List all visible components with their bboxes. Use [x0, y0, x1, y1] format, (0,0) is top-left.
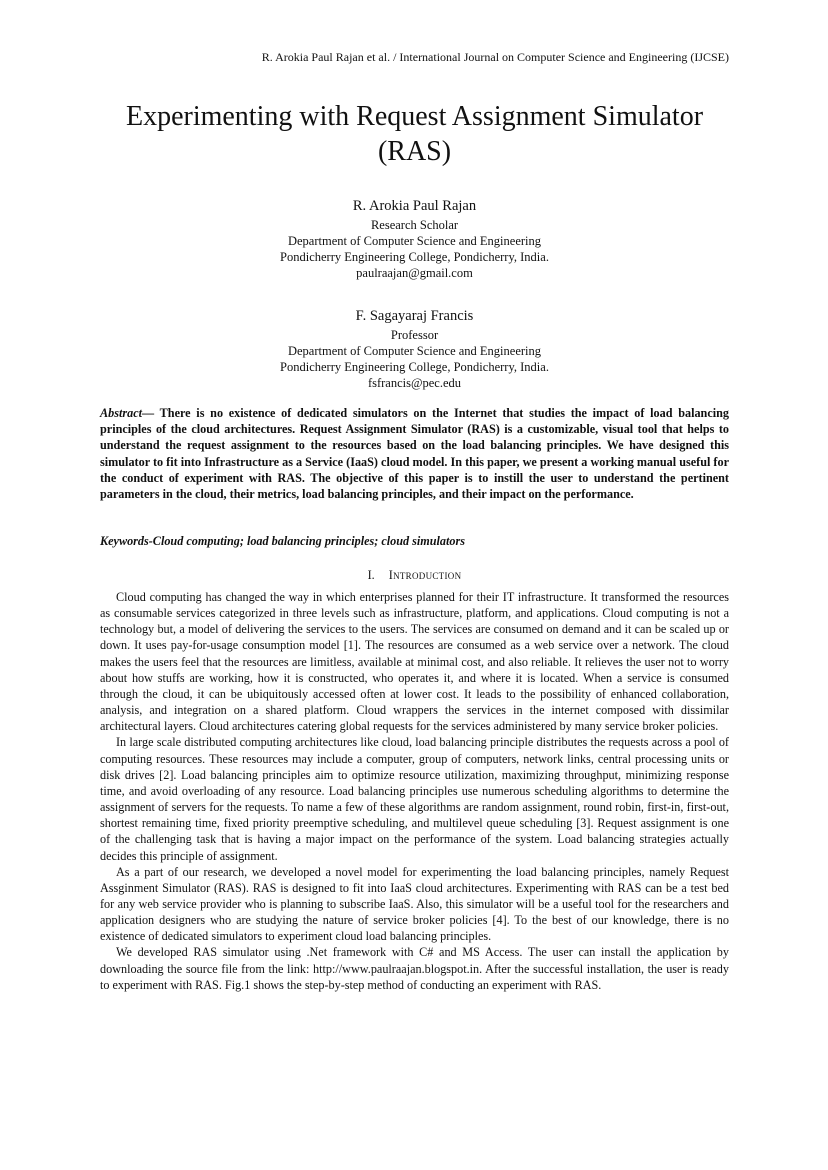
author-block-2 — [100, 307, 729, 391]
abstract — [100, 405, 729, 502]
body-paragraph: Cloud computing has changed the way in which enterprises planned for their IT infrastructure. It transformed the resources as consumable services categorized in three levels such as infrastructure, platform, and applications. Cloud computing is not a technology but, a model of delivering the services to the users. The services are consumed on demand and it can be scaled up or down. It uses pay-for-usage consumption model [1]. The resources are consumed as a web service over a network. The cloud makes the users feel that the resources are limitless, available at minimal cost, and also reliable. It relieves the user not to worry about how stuffs are working, how it is constructed, who operates it, and where it is located. When a service is consumed through the cloud, it can be ubiquitously accessed often at lower cost. It leads to the possibility of enhanced collaboration, analysis, and integration on a shared platform. Cloud wrappers the services in the internet composed with dissimilar architectural layers. Cloud architectures catering global requests for the services administered by many service broker policies. — [100, 590, 729, 734]
running-head: R. Arokia Paul Rajan et al. / International Journal on Computer Science and Engineering (IJCSE) — [261, 50, 729, 64]
author-name: R. Arokia Paul Rajan — [352, 198, 477, 214]
author-email: fsfrancis@pec.edu — [367, 376, 462, 390]
body-paragraph: In large scale distributed computing architectures like cloud, load balancing principle distributes the requests across a pool of computing resources. These resources may include a computer, group of computers, network links, central processing units or disk drives [2]. Load balancing principles aim to optimize resource utilization, maximizing throughput, minimizing response time, and avoid overloading of any resource. Load balancing principles use numerous scheduling algorithms to determine the assignment of servers for the requests. To name a few of these algorithms are random assignment, round robin, first-in, first-out, shortest remaining time, fixed priority preemptive scheduling, and multilevel queue scheduling [3]. Request assignment is one of the challenging task that is having a major impact on the performance of the system. Load balancing strategies actually decides this principle of assignment. — [100, 735, 729, 863]
paper-title — [100, 99, 729, 169]
paper-title-line-1: Experimenting with Request Assignment Simulator — [125, 101, 704, 132]
paper-title-line-2: (RAS) — [377, 136, 452, 167]
section-heading — [100, 567, 729, 583]
author-role: Professor — [390, 328, 439, 342]
keywords: Keywords-Cloud computing; load balancing principles; cloud simulators — [100, 534, 465, 548]
section-number: I. — [367, 568, 375, 582]
body-paragraph: We developed RAS simulator using .Net framework with C# and MS Access. The user can install the application by downloading the source file from the link: http://www.paulraajan.blogspot.in. After the successful installation, the user is ready to experiment with RAS. Fig.1 shows the step-by-step method of conducting an experiment with RAS. — [100, 945, 729, 992]
author-department: Department of Computer Science and Engineering — [287, 344, 542, 358]
author-role: Research Scholar — [370, 218, 459, 232]
author-name: F. Sagayaraj Francis — [355, 308, 474, 324]
author-institution: Pondicherry Engineering College, Pondicherry, India. — [280, 360, 549, 374]
abstract-label: Abstract— — [100, 406, 155, 420]
author-block-1 — [100, 197, 729, 281]
section-body — [100, 589, 729, 993]
body-paragraph: As a part of our research, we developed a novel model for experimenting the load balancing principles, namely Request Assginment Simulator (RAS). RAS is designed to fit into IaaS cloud architectures. Experimenting with RAS can be a test bed for any web service provider who is planning to subscribe IaaS. Also, this simulator will be a useful tool for the researchers and application designers who are studying the nature of service broker policies [4]. To the best of our knowledge, there is no existence of dedicated simulators to experiment cloud load balancing principles. — [100, 864, 729, 944]
author-department: Department of Computer Science and Engineering — [287, 234, 542, 248]
section-title: Introduction — [388, 568, 462, 582]
author-institution: Pondicherry Engineering College, Pondicherry, India. — [280, 250, 549, 264]
abstract-text: There is no existence of dedicated simulators on the Internet that studies the impact of load balancing principles of the cloud architectures. Request Assignment Simulator (RAS) is a customizable, visual tool that helps to understand the request assignment to the resources based on the load balancing principles. We have designed this simulator to fit into Infrastructure as a Service (IaaS) cloud model. In this paper, we present a working manual useful for the conduct of experiment with RAS. The objective of this paper is to instill the user to understand the pertinent parameters in the cloud, their metrics, load balancing principles, and their impact on the performance. — [100, 406, 729, 502]
author-email: paulraajan@gmail.com — [356, 266, 473, 280]
